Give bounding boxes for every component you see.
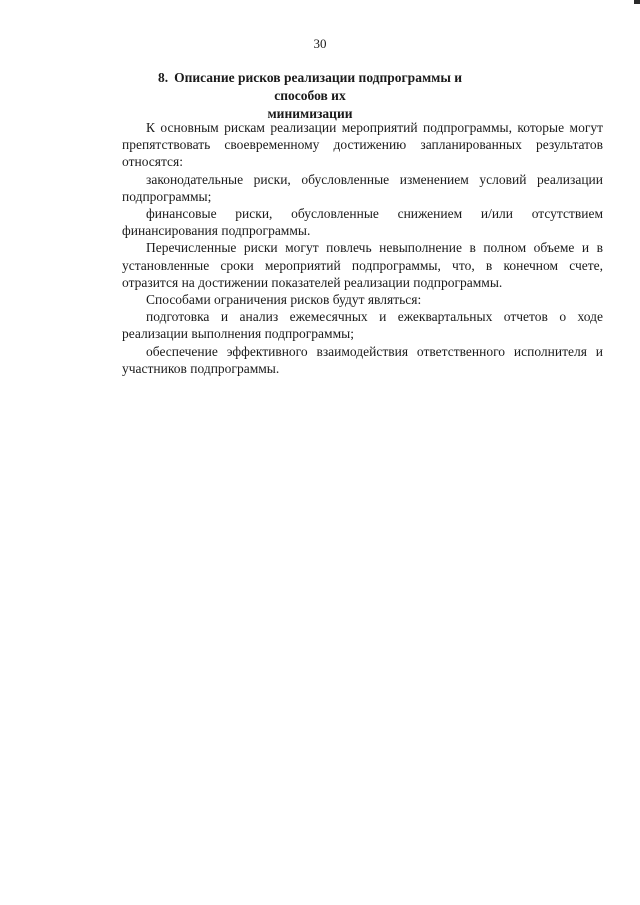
- section-heading: [150, 69, 470, 123]
- section-title-line2: минимизации: [267, 106, 353, 121]
- section-title-line1: Описание рисков реализации подпрограммы и способов их: [174, 70, 463, 103]
- document-body: [122, 119, 603, 377]
- paragraph-financial-risks: финансовые риски, обусловленные снижением и/или отсутствием финансирования подпрограммы.: [122, 206, 603, 239]
- paragraph-mitigation-intro: Способами ограничения рисков будут являться:: [146, 292, 422, 308]
- corner-scan-mark: [634, 0, 640, 4]
- paragraph-reporting-analysis: подготовка и анализ ежемесячных и ежеквартальных отчетов о ходе реализации выполнения подпрограммы;: [122, 309, 603, 342]
- paragraph-effective-interaction: обеспечение эффективного взаимодействия ответственного исполнителя и участников подпрограммы.: [122, 343, 603, 376]
- paragraph-main-risks-intro: К основным рискам реализации мероприятий подпрограммы, которые могут препятствовать своевременному достижению запланированных результатов относятся:: [122, 120, 603, 170]
- paragraph-legislative-risks: законодательные риски, обусловленные изменением условий реализации подпрограммы;: [122, 171, 603, 204]
- section-number: 8.: [157, 70, 169, 85]
- paragraph-risk-consequences: Перечисленные риски могут повлечь невыполнение в полном объеме и в установленные сроки мероприятий подпрограммы, что, в конечном счете, отразится на достижении показателей реализации подпрограммы.: [122, 240, 603, 290]
- page-number: 30: [313, 36, 327, 51]
